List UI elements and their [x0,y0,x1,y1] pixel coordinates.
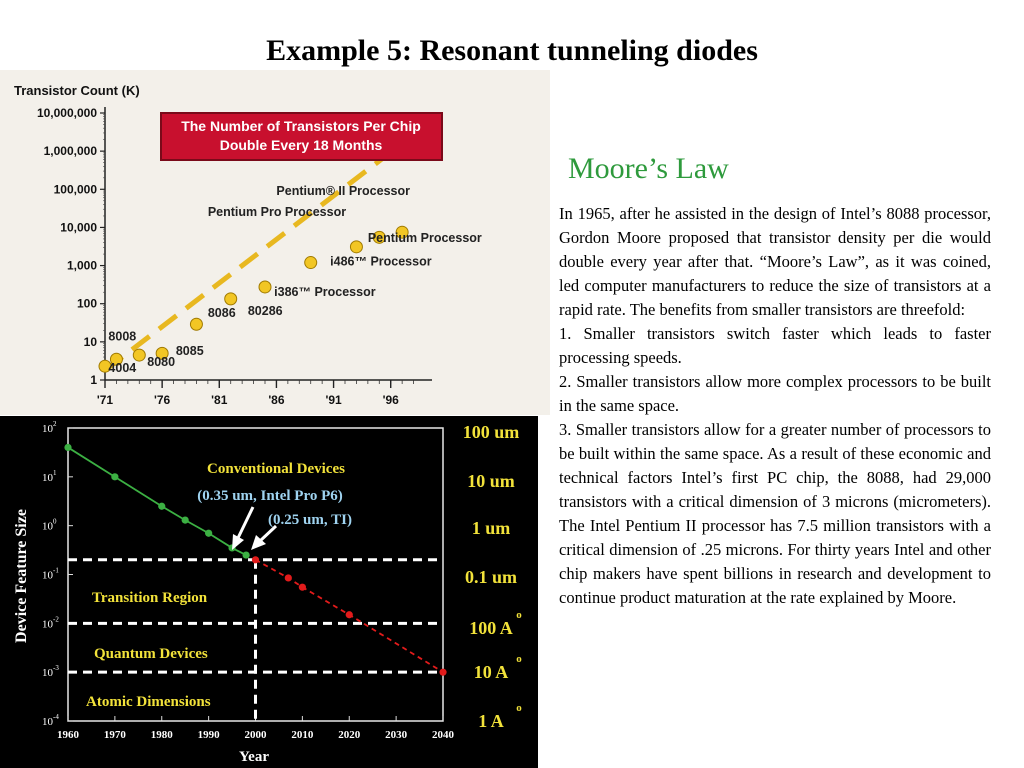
x-tick-label: 1960 [57,729,79,741]
size-scale-label: 1 A [478,711,504,731]
y-axis-title: Device Feature Size [13,509,30,643]
body-point-2: 2. Smaller transistors allow more complex processors to be built in the same space. [559,372,991,415]
banner-line-2: Double Every 18 Months [219,137,383,153]
y-axis-title: Transistor Count (K) [14,83,140,98]
body-point-1: 1. Smaller transistors switch faster which leads to faster processing speeds. [559,324,991,367]
x-tick-label: '71 [96,393,114,407]
banner [161,113,442,160]
size-scale-label: 10 um [467,471,515,491]
processor-label: Pentium Processor [367,230,482,245]
x-tick-label: 2030 [385,729,408,741]
angstrom-ring: o [516,609,522,621]
y-tick-label: $10^{-3}$ [42,664,59,680]
y-tick-label: 1,000,000 [43,144,97,159]
processor-label: Pentium Pro Processor [207,204,347,219]
size-scale-label: 1 um [471,518,511,538]
x-tick-label: '96 [382,393,399,407]
y-tick-label: $10^2$ [42,420,57,435]
processor-label: 80286 [247,304,283,319]
y-tick-label: 1 [90,373,97,387]
body-point-3: 3. Smaller transistors allow for a greater number of processors to be built within the same space. As a result of these economic and technical factors Intel’s first PC chip, the 8088, had 29,000 transistors with a critical dimension of 3 microns (micrometers). The Intel Pentium II processor has 7.5 million transistors with a critical dimension of .25 microns. For thirty years Intel and other chip makers have spent billions in research and development to continue product maturation at the rate explained by Moore. [559,420,991,607]
processor-label: 8080 [147,355,176,370]
angstrom-ring: o [516,702,522,714]
processor-label: i386™ Processor [274,284,376,299]
angstrom-ring: o [516,653,522,665]
banner-line-1: The Number of Transistors Per Chip [181,118,421,134]
processor-label: 4004 [108,361,137,376]
y-tick-label: $10^1$ [42,468,57,484]
x-tick-label: 1980 [150,729,173,741]
region-label: Atomic Dimensions [86,694,211,710]
transistor-count-chart [0,70,550,415]
processor-label: i486™ Processor [330,254,432,269]
x-tick-label: '91 [325,393,342,407]
x-tick-label: 2010 [291,729,314,741]
size-scale-label: 100 um [462,422,520,442]
x-tick-label: '76 [154,393,171,407]
x-tick-label: 1990 [197,729,220,741]
series-point [346,611,353,618]
data-point [225,293,237,305]
processor-label: 8086 [207,305,236,320]
x-tick-label: 2040 [432,729,454,741]
x-tick-label: '86 [268,393,285,407]
data-point [259,281,271,293]
series-point [64,444,71,451]
feature-size-chart [0,416,538,768]
x-tick-label: 2000 [244,729,267,741]
series-point [158,503,165,510]
y-tick-label: 1,000 [66,258,97,273]
ti-annotation: (0.25 um, TI) [268,512,352,528]
y-tick-label: $10^0$ [42,517,57,533]
moores-law-body [559,202,991,610]
y-tick-label: $10^{-1}$ [42,566,59,582]
series-point [252,556,259,563]
data-point [133,349,145,361]
y-tick-label: $10^{-2}$ [42,615,59,631]
processor-label: Pentium® II Processor [276,184,410,199]
conventional-devices-label: Conventional Devices [207,461,345,477]
data-point [305,257,317,269]
series-point [299,584,306,591]
x-tick-label: '81 [211,393,228,407]
series-point [439,669,446,676]
body-paragraph: In 1965, after he assisted in the design of Intel’s 8088 processor, Gordon Moore proposed that transistor density per die would double every year after that. “Moore’s Law”, as it was coined, led computer manufacturers to reduce the size of transistors at a rapid rate. The benefits from smaller transistors are threefold: [559,204,991,319]
slide-title: Example 5: Resonant tunneling diodes [266,34,758,67]
y-tick-label: 10 [83,334,97,349]
data-point [190,318,202,330]
series-point [111,473,118,480]
x-tick-label: 2020 [338,729,361,741]
series-point [243,551,250,558]
y-tick-label: 100,000 [53,182,97,197]
size-scale-label: 0.1 um [464,567,518,587]
size-scale-label: 100 A [469,618,513,638]
x-tick-label: 1970 [103,729,126,741]
processor-label: 8085 [175,344,204,359]
processor-label: 8008 [108,329,137,344]
x-axis-title: Year [239,749,269,765]
series-point [285,574,292,581]
y-tick-label: 10,000,000 [36,106,97,120]
pro-p6-annotation: (0.35 um, Intel Pro P6) [197,488,343,504]
size-scale-label: 10 A [473,662,509,682]
y-tick-label: 10,000 [60,220,97,235]
region-label: Quantum Devices [94,646,208,662]
data-point [350,241,362,253]
y-tick-label: $10^{-4}$ [42,713,59,728]
moores-law-heading: Moore’s Law [568,152,729,185]
region-label: Transition Region [92,590,208,606]
series-point [182,517,189,524]
y-tick-label: 100 [76,296,97,311]
series-point [205,530,212,537]
